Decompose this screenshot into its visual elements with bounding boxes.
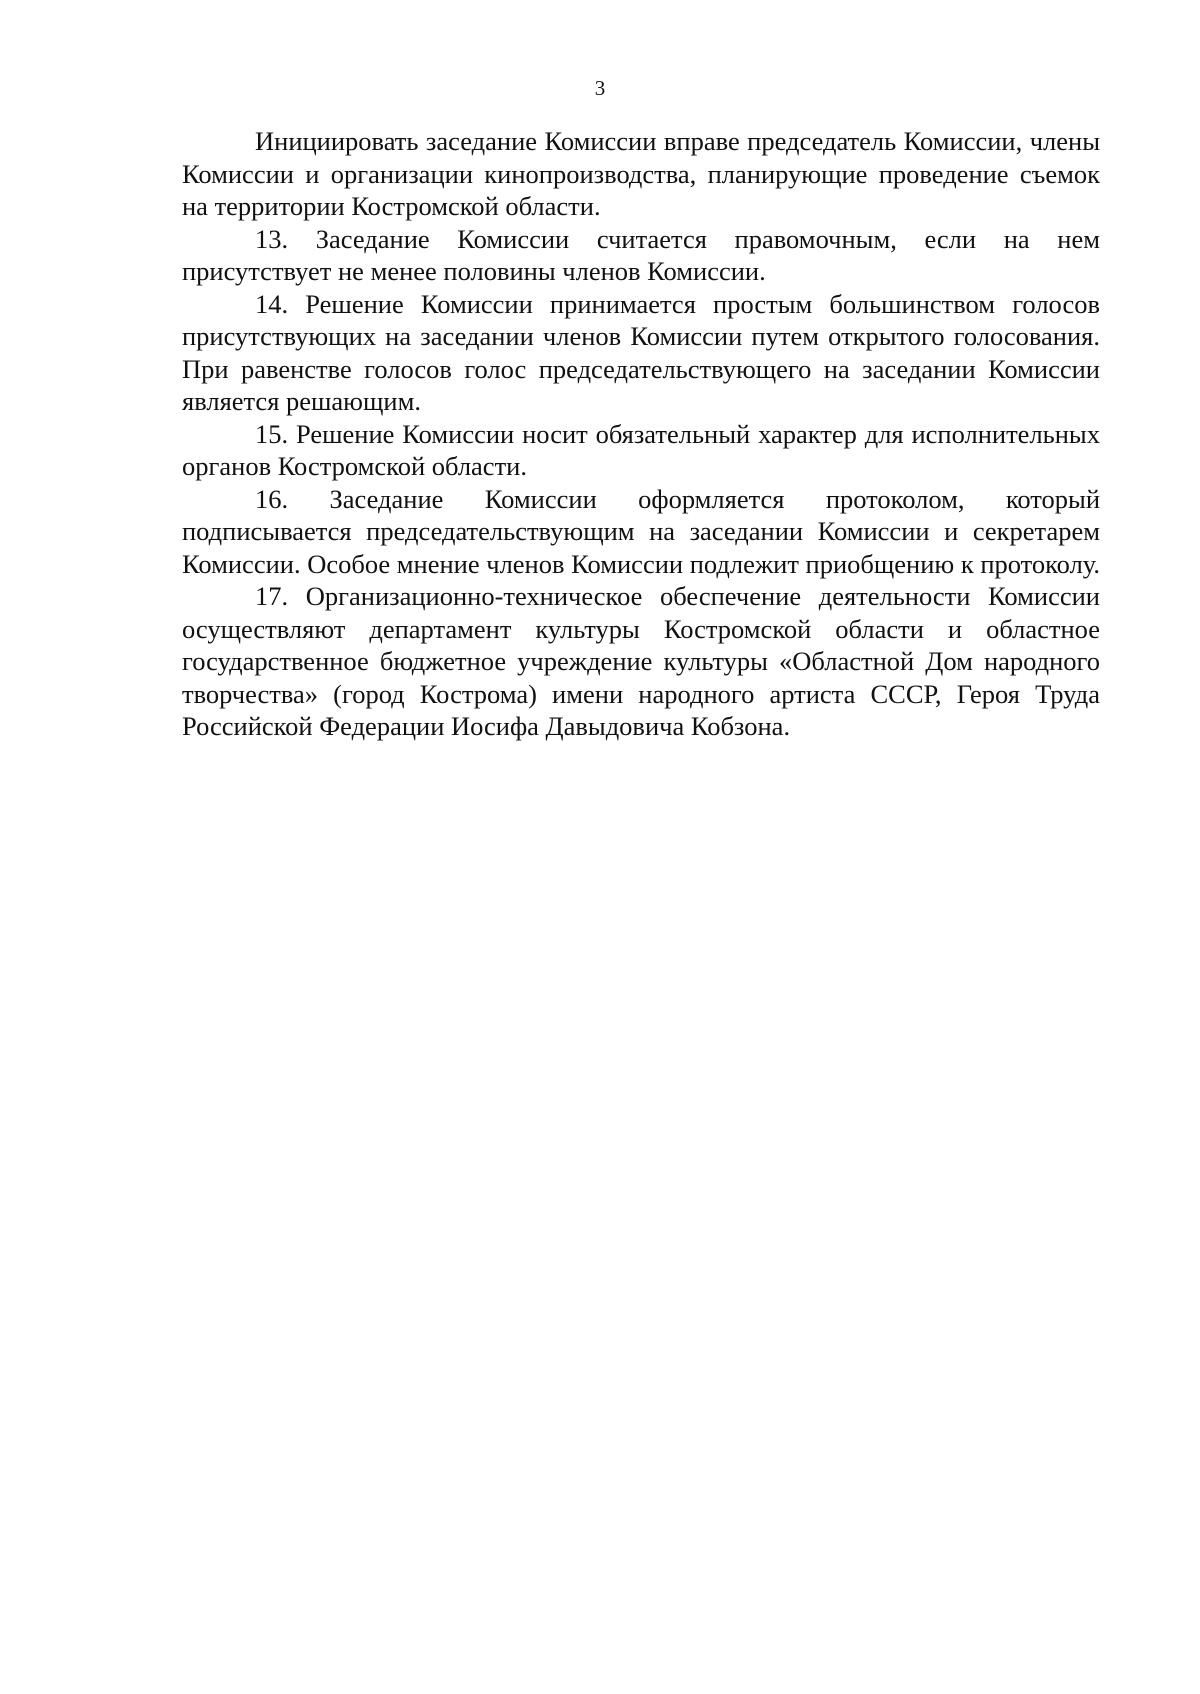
document-body <box>182 125 1100 743</box>
paragraph-13-quorum: 13. Заседание Комиссии считается правомочным, если на нем присутствует не менее половины членов Комиссии. <box>182 223 1100 286</box>
page-number: 3 <box>594 76 606 100</box>
paragraph-15-binding: 15. Решение Комиссии носит обязательный характер для исполнительных органов Костромской области. <box>182 418 1100 481</box>
paragraph-initiation: Инициировать заседание Комиссии вправе председатель Комиссии, члены Комиссии и организации кинопроизводства, планирующие проведение съемок на территории Костромской области. <box>182 126 1100 221</box>
paragraph-16-protocol: 16. Заседание Комиссии оформляется протоколом, который подписывается председательствующим на заседании Комиссии и секретарем Комиссии. Особое мнение членов Комиссии подлежит приобщению к протоколу. <box>182 483 1101 579</box>
paragraph-14-decision: 14. Решение Комиссии принимается простым большинством голосов присутствующих на заседании членов Комиссии путем открытого голосования. При равенстве голосов голос председательствующего на заседании Комиссии является решающим. <box>182 288 1100 416</box>
paragraph-17-support: 17. Организационно-техническое обеспечение деятельности Комиссии осуществляют департамент культуры Костромской области и областное государственное бюджетное учреждение культуры «Областной Дом народного творчества» (город Кострома) имени народного артиста СССР, Героя Труда Российской Федерации Иосифа Давыдовича Кобзона. <box>182 581 1100 741</box>
